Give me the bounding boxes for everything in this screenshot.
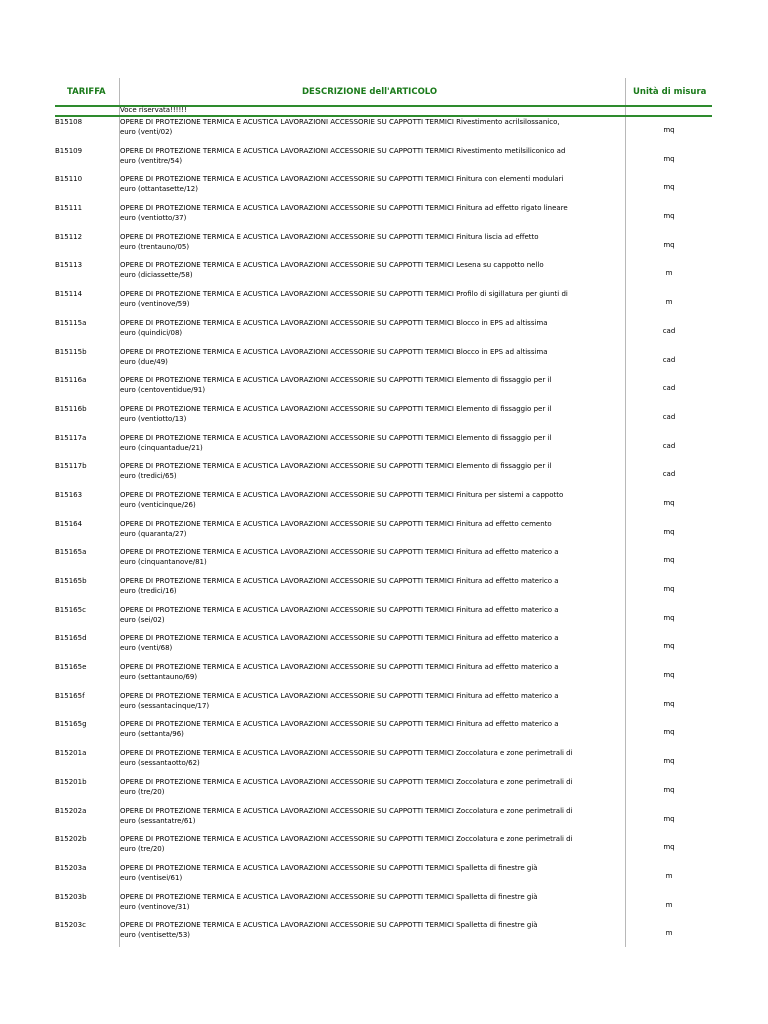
description-line: OPERE DI PROTEZIONE TERMICA E ACUSTICA LAVORAZIONI ACCESSORIE SU CAPPOTTI TERMICI Finitura con elementi modulari (120, 175, 564, 184)
description-line: OPERE DI PROTEZIONE TERMICA E ACUSTICA LAVORAZIONI ACCESSORIE SU CAPPOTTI TERMICI Finitura ad effetto cemento (120, 519, 552, 528)
price-line: euro (tredici/65) (120, 472, 177, 481)
price-line: euro (venti/68) (120, 644, 173, 653)
price-line: euro (ventitre/54) (120, 156, 183, 165)
tariffa-code: B15165c (55, 605, 86, 614)
unit-of-measure: mq (663, 699, 675, 708)
table-row (55, 547, 712, 576)
unit-of-measure: mq (663, 556, 675, 565)
header-tariffa: TARIFFA (67, 87, 106, 97)
article-description (120, 806, 623, 826)
price-line: euro (ottantasette/12) (120, 185, 198, 194)
article-description (120, 719, 623, 739)
article-description (120, 834, 623, 854)
tariffa-code: B15115a (55, 318, 87, 327)
unit-of-measure: mq (663, 814, 675, 823)
table-row (55, 404, 712, 433)
tariffa-code: B15112 (55, 232, 83, 241)
unit-of-measure: cad (662, 355, 676, 364)
tariffa-code: B15117b (55, 462, 87, 471)
price-line: euro (tredici/16) (120, 587, 177, 595)
tariffa-code: B15165d (55, 634, 87, 643)
article-description (120, 318, 623, 338)
price-line: euro (quindici/08) (120, 328, 183, 337)
unit-of-measure: m (665, 269, 673, 278)
unit-of-measure: cad (662, 326, 676, 335)
description-line: OPERE DI PROTEZIONE TERMICA E ACUSTICA LAVORAZIONI ACCESSORIE SU CAPPOTTI TERMICI Finitura ad effetto materico a (120, 605, 559, 614)
table-row (55, 375, 712, 404)
article-description (120, 117, 623, 137)
unit-of-measure: m (665, 871, 673, 880)
price-line: euro (cinquantadue/21) (120, 443, 203, 452)
tariffa-code: B15113 (55, 261, 83, 270)
price-line: euro (ventisei/61) (120, 873, 183, 882)
price-line: euro (centoventidue/91) (120, 386, 206, 395)
unit-of-measure: cad (662, 412, 676, 421)
tariffa-code: B15165a (55, 548, 87, 557)
tariffa-code: B15202a (55, 806, 87, 815)
table-header (55, 78, 712, 105)
description-line: OPERE DI PROTEZIONE TERMICA E ACUSTICA LAVORAZIONI ACCESSORIE SU CAPPOTTI TERMICI Rivestimento metilsiliconico ad (120, 146, 566, 155)
tariffa-code: B15165g (55, 720, 87, 729)
price-line: euro (cinquantanove/81) (120, 558, 207, 567)
unit-of-measure: mq (663, 498, 675, 507)
price-line: euro (sessantatre/61) (120, 816, 196, 825)
table-row (55, 433, 712, 462)
tariffa-code: B15164 (55, 519, 83, 528)
article-description (120, 863, 623, 883)
table-row (55, 174, 712, 203)
price-line: euro (tre/20) (120, 845, 165, 854)
price-line: euro (ventiotto/37) (120, 214, 187, 223)
table-row (55, 289, 712, 318)
description-line: OPERE DI PROTEZIONE TERMICA E ACUSTICA LAVORAZIONI ACCESSORIE SU CAPPOTTI TERMICI Spalletta di finestre già (120, 892, 538, 901)
tariffa-code: B15203a (55, 863, 87, 872)
price-line: euro (trentauno/05) (120, 242, 190, 251)
article-description (120, 691, 623, 711)
description-line: OPERE DI PROTEZIONE TERMICA E ACUSTICA LAVORAZIONI ACCESSORIE SU CAPPOTTI TERMICI Blocco in EPS ad altissima (120, 347, 548, 356)
table-row (55, 461, 712, 490)
description-line: OPERE DI PROTEZIONE TERMICA E ACUSTICA LAVORAZIONI ACCESSORIE SU CAPPOTTI TERMICI Spalletta di finestre già (120, 863, 538, 872)
tariffa-code: B15114 (55, 290, 83, 299)
table-row (55, 203, 712, 232)
description-line: OPERE DI PROTEZIONE TERMICA E ACUSTICA LAVORAZIONI ACCESSORIE SU CAPPOTTI TERMICI Finitura ad effetto materico a (120, 548, 559, 557)
table-row (55, 605, 712, 634)
description-line: OPERE DI PROTEZIONE TERMICA E ACUSTICA LAVORAZIONI ACCESSORIE SU CAPPOTTI TERMICI Finitura ad effetto materico a (120, 663, 559, 672)
tariffa-code: B15165f (55, 691, 85, 700)
description-line: OPERE DI PROTEZIONE TERMICA E ACUSTICA LAVORAZIONI ACCESSORIE SU CAPPOTTI TERMICI Finitura liscia ad effetto (120, 232, 539, 241)
price-line: euro (sei/02) (120, 615, 165, 624)
unit-of-measure: mq (663, 212, 675, 221)
table-row (55, 806, 712, 835)
unit-of-measure: mq (663, 240, 675, 249)
price-line: euro (ventisette/53) (120, 931, 191, 940)
table-row (55, 576, 712, 605)
table-row (55, 146, 712, 175)
table-row (55, 920, 712, 949)
table-row (55, 519, 712, 548)
unit-of-measure: mq (663, 183, 675, 192)
table-row (55, 232, 712, 261)
header-descrizione: DESCRIZIONE dell'ARTICOLO (302, 87, 438, 97)
article-description (120, 347, 623, 367)
unit-of-measure: mq (663, 613, 675, 622)
unit-of-measure: mq (663, 728, 675, 737)
price-line: euro (sessantacinque/17) (120, 701, 210, 710)
price-line: euro (quaranta/27) (120, 529, 187, 538)
description-line: OPERE DI PROTEZIONE TERMICA E ACUSTICA LAVORAZIONI ACCESSORIE SU CAPPOTTI TERMICI Finitura per sistemi a cappotto (120, 490, 564, 499)
table-row (55, 748, 712, 777)
unit-of-measure: mq (663, 785, 675, 794)
price-line: euro (due/49) (120, 357, 168, 366)
article-description (120, 605, 623, 625)
description-line: OPERE DI PROTEZIONE TERMICA E ACUSTICA LAVORAZIONI ACCESSORIE SU CAPPOTTI TERMICI Zoccolatura e zone perimetrali di (120, 806, 573, 815)
table-row (55, 863, 712, 892)
description-line: OPERE DI PROTEZIONE TERMICA E ACUSTICA LAVORAZIONI ACCESSORIE SU CAPPOTTI TERMICI Spalletta di finestre già (120, 921, 538, 930)
article-description (120, 920, 623, 940)
tariffa-code: B15201b (55, 777, 87, 786)
table-body (55, 117, 712, 949)
article-description (120, 260, 623, 280)
tariffa-code: B15115b (55, 347, 87, 356)
tariffa-code: B15109 (55, 146, 83, 155)
article-description (120, 662, 623, 682)
table-row (55, 719, 712, 748)
description-line: OPERE DI PROTEZIONE TERMICA E ACUSTICA LAVORAZIONI ACCESSORIE SU CAPPOTTI TERMICI Rivestimento acrilsilossanico, (120, 118, 560, 126)
unit-of-measure: m (665, 900, 673, 909)
description-line: OPERE DI PROTEZIONE TERMICA E ACUSTICA LAVORAZIONI ACCESSORIE SU CAPPOTTI TERMICI Blocco in EPS ad altissima (120, 318, 548, 327)
reserved-note: Voce riservata!!!!!! (120, 106, 187, 114)
unit-of-measure: mq (663, 671, 675, 680)
tariffa-code: B15116b (55, 404, 87, 413)
article-description (120, 490, 623, 510)
price-line: euro (diciassette/58) (120, 271, 193, 280)
tariffa-code: B15163 (55, 490, 83, 499)
description-line: OPERE DI PROTEZIONE TERMICA E ACUSTICA LAVORAZIONI ACCESSORIE SU CAPPOTTI TERMICI Elemento di fissaggio per il (120, 462, 552, 471)
price-list-table (55, 78, 712, 940)
description-line: OPERE DI PROTEZIONE TERMICA E ACUSTICA LAVORAZIONI ACCESSORIE SU CAPPOTTI TERMICI Finitura ad effetto materico a (120, 577, 559, 585)
price-line: euro (ventinove/31) (120, 902, 190, 911)
tariffa-code: B15203b (55, 892, 87, 901)
description-line: OPERE DI PROTEZIONE TERMICA E ACUSTICA LAVORAZIONI ACCESSORIE SU CAPPOTTI TERMICI Zoccolatura e zone perimetrali di (120, 835, 573, 844)
article-description (120, 547, 623, 567)
tariffa-code: B15108 (55, 118, 83, 126)
tariffa-code: B15202b (55, 835, 87, 844)
article-description (120, 633, 623, 653)
price-line: euro (ventinove/59) (120, 300, 190, 309)
description-line: OPERE DI PROTEZIONE TERMICA E ACUSTICA LAVORAZIONI ACCESSORIE SU CAPPOTTI TERMICI Elemento di fissaggio per il (120, 433, 552, 442)
tariffa-code: B15165b (55, 577, 87, 585)
price-line: euro (settantauno/69) (120, 673, 198, 682)
article-description (120, 777, 623, 797)
article-description (120, 232, 623, 252)
table-row (55, 633, 712, 662)
table-row (55, 777, 712, 806)
article-description (120, 892, 623, 912)
unit-of-measure: m (665, 298, 673, 307)
article-description (120, 433, 623, 453)
tariffa-code: B15110 (55, 175, 83, 184)
description-line: OPERE DI PROTEZIONE TERMICA E ACUSTICA LAVORAZIONI ACCESSORIE SU CAPPOTTI TERMICI Elemento di fissaggio per il (120, 376, 552, 385)
unit-of-measure: cad (662, 470, 676, 479)
unit-of-measure: cad (662, 441, 676, 450)
unit-of-measure: cad (662, 384, 676, 393)
price-line: euro (sessantaotto/62) (120, 759, 200, 768)
description-line: OPERE DI PROTEZIONE TERMICA E ACUSTICA LAVORAZIONI ACCESSORIE SU CAPPOTTI TERMICI Finitura ad effetto materico a (120, 691, 559, 700)
tariffa-code: B15116a (55, 376, 87, 385)
article-description (120, 375, 623, 395)
article-description (120, 461, 623, 481)
article-description (120, 146, 623, 166)
description-line: OPERE DI PROTEZIONE TERMICA E ACUSTICA LAVORAZIONI ACCESSORIE SU CAPPOTTI TERMICI Finitura ad effetto materico a (120, 720, 559, 729)
unit-of-measure: mq (663, 585, 675, 593)
price-line: euro (tre/20) (120, 787, 165, 796)
tariffa-code: B15165e (55, 663, 87, 672)
tariffa-code: B15201a (55, 749, 87, 758)
price-line: euro (ventiotto/13) (120, 414, 187, 423)
article-description (120, 203, 623, 223)
unit-of-measure: mq (663, 642, 675, 651)
unit-of-measure: mq (663, 126, 675, 134)
description-line: OPERE DI PROTEZIONE TERMICA E ACUSTICA LAVORAZIONI ACCESSORIE SU CAPPOTTI TERMICI Zoccolatura e zone perimetrali di (120, 749, 573, 758)
unit-of-measure: mq (663, 843, 675, 852)
description-line: OPERE DI PROTEZIONE TERMICA E ACUSTICA LAVORAZIONI ACCESSORIE SU CAPPOTTI TERMICI Finitura ad effetto materico a (120, 634, 559, 643)
unit-of-measure: mq (663, 527, 675, 536)
article-description (120, 404, 623, 424)
table-row (55, 347, 712, 376)
header-unita-di-misura: Unità di misura (633, 87, 707, 97)
article-description (120, 748, 623, 768)
description-line: OPERE DI PROTEZIONE TERMICA E ACUSTICA LAVORAZIONI ACCESSORIE SU CAPPOTTI TERMICI Finitura ad effetto rigato lineare (120, 204, 568, 213)
unit-of-measure: m (665, 929, 673, 938)
tariffa-code: B15111 (55, 204, 83, 213)
tariffa-code: B15117a (55, 433, 87, 442)
price-line: euro (venticinque/26) (120, 500, 196, 509)
unit-of-measure: mq (663, 154, 675, 163)
price-line: euro (venti/02) (120, 128, 173, 136)
table-row (55, 892, 712, 921)
article-description (120, 289, 623, 309)
article-description (120, 174, 623, 194)
article-description (120, 576, 623, 596)
description-line: OPERE DI PROTEZIONE TERMICA E ACUSTICA LAVORAZIONI ACCESSORIE SU CAPPOTTI TERMICI Profilo di sigillatura per giunti di (120, 290, 568, 299)
table-row (55, 691, 712, 720)
table-row (55, 490, 712, 519)
price-line: euro (settanta/96) (120, 730, 184, 739)
tariffa-code: B15203c (55, 921, 86, 930)
unit-of-measure: mq (663, 757, 675, 766)
description-line: OPERE DI PROTEZIONE TERMICA E ACUSTICA LAVORAZIONI ACCESSORIE SU CAPPOTTI TERMICI Lesena su cappotto nello (120, 261, 544, 270)
table-row (55, 318, 712, 347)
table-row (55, 117, 712, 146)
table-row (55, 662, 712, 691)
description-line: OPERE DI PROTEZIONE TERMICA E ACUSTICA LAVORAZIONI ACCESSORIE SU CAPPOTTI TERMICI Zoccolatura e zone perimetrali di (120, 777, 573, 786)
table-row (55, 260, 712, 289)
table-row (55, 834, 712, 863)
description-line: OPERE DI PROTEZIONE TERMICA E ACUSTICA LAVORAZIONI ACCESSORIE SU CAPPOTTI TERMICI Elemento di fissaggio per il (120, 404, 552, 413)
article-description (120, 519, 623, 539)
